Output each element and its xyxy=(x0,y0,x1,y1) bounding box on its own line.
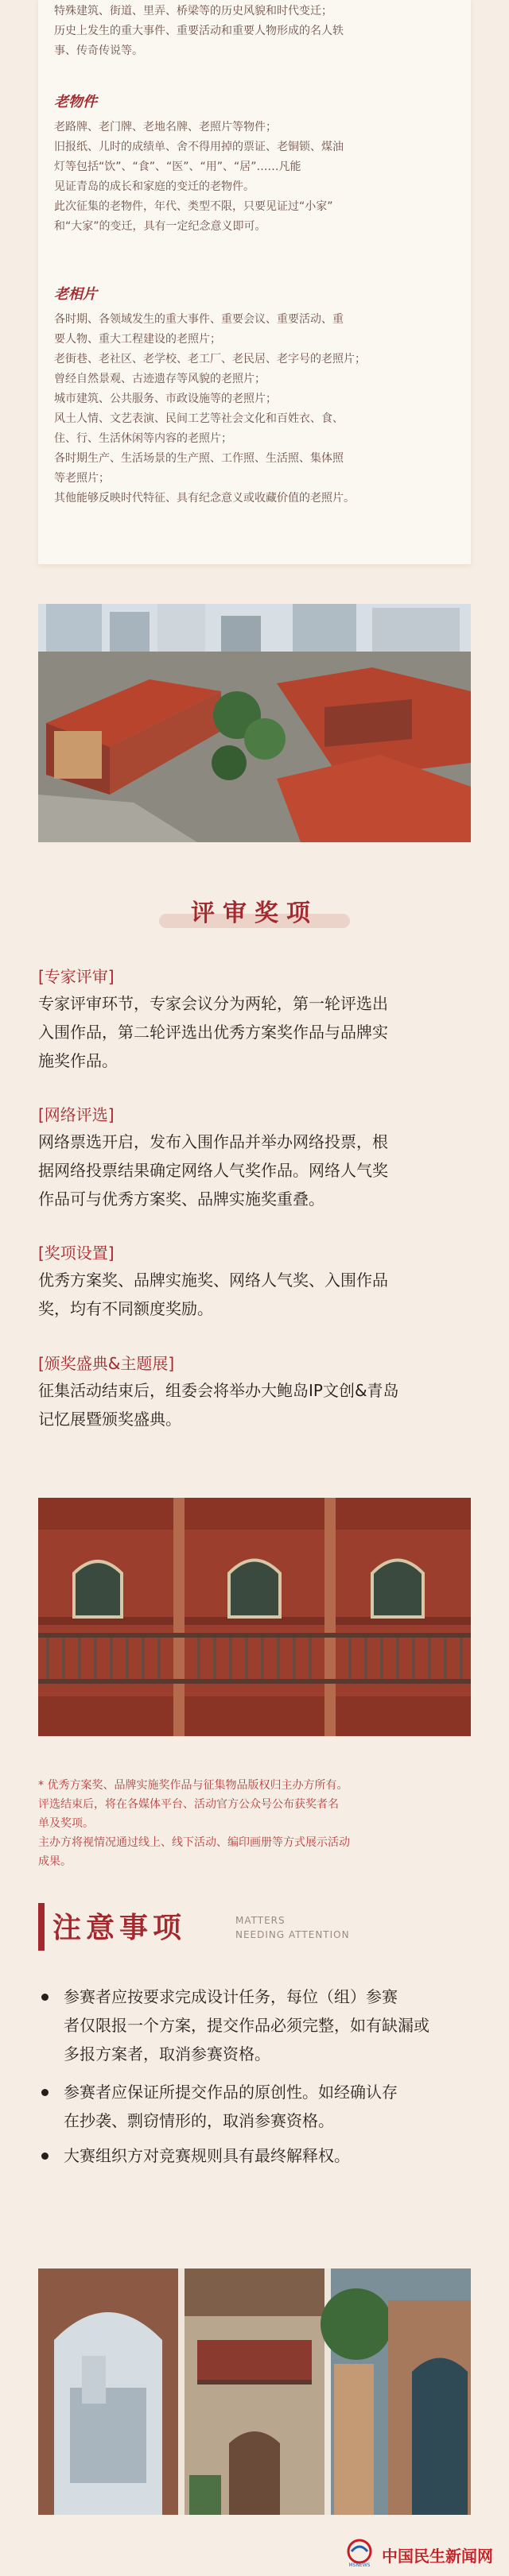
section-body-ceremony xyxy=(38,1376,476,1433)
notice-item-line: 者仅限报一个方案，提交作品必须完整，如有缺漏或 xyxy=(64,2016,429,2035)
notice-item-line: 大赛组织方对竞赛规则具有最终解释权。 xyxy=(64,2146,350,2165)
notice-item-line: 多报方案者，取消参赛资格。 xyxy=(64,2044,270,2064)
bullet-dot-icon xyxy=(41,2089,49,2096)
section-heading-expert: [专家评审] xyxy=(38,967,115,986)
section-body-line: 奖，均有不同额度奖励。 xyxy=(38,1299,213,1318)
old-photos-line: 要人物、重大工程建设的老照片； xyxy=(54,333,221,346)
footnote-line: * 优秀方案奖、品牌实施奖作品与征集物品版权归主办方所有。 xyxy=(38,1779,348,1792)
info-card xyxy=(38,0,471,564)
intro-line: 历史上发生的重大事件、重要活动和重要人物形成的名人轶 xyxy=(54,25,344,37)
section-heading-settings: [奖项设置] xyxy=(38,1244,115,1263)
notice-item xyxy=(41,1982,487,2068)
notice-subtitle-line: MATTERS xyxy=(235,1915,286,1926)
old-items-line: 此次征集的老物件，年代、类型不限，只要见证过“小家” xyxy=(54,200,333,213)
section-body-online xyxy=(38,1127,476,1213)
awards-title: 评审奖项 xyxy=(191,899,318,927)
notice-item xyxy=(41,2141,487,2170)
old-photos-line: 住、行、生活休闲等内容的老照片； xyxy=(54,432,232,445)
old-photos-line: 曾经自然景观、古迹遗存等风貌的老照片； xyxy=(54,373,266,385)
notice-item-line: 参赛者应按要求完成设计任务，每位（组）参赛 xyxy=(64,1987,398,2006)
old-photos-line: 各时期、各领域发生的重大事件、重要会议、重要活动、重 xyxy=(54,313,344,326)
section-body-settings xyxy=(38,1266,476,1323)
intro-line: 特殊建筑、街道、里弄、桥梁等的历史风貌和时代变迁； xyxy=(54,5,332,17)
notice-item-line: 参赛者应保证所提交作品的原创性。如经确认存 xyxy=(64,2083,398,2102)
section-body-line: 据网络投票结果确定网络人气奖作品。网络人气奖 xyxy=(38,1161,388,1180)
notice-accent-bar xyxy=(38,1903,45,1951)
footnote-line: 评选结束后，将在各媒体平台、活动官方公众号公布获奖者名 xyxy=(38,1798,339,1811)
notice-item-line: 在抄袭、剽窃情形的，取消参赛资格。 xyxy=(64,2111,334,2130)
aerial-photo xyxy=(38,604,471,842)
footnote-line: 主办方将视情况通过线上、线下活动、编印画册等方式展示活动 xyxy=(38,1836,350,1849)
old-photos-line: 各时期生产、生活场景的生产照、工作照、生活照、集体照 xyxy=(54,452,344,465)
section-body-line: 作品可与优秀方案奖、品牌实施奖重叠。 xyxy=(38,1189,324,1209)
notice-subtitle-line: NEEDING ATTENTION xyxy=(235,1929,350,1940)
section-heading-online: [网络评选] xyxy=(38,1105,115,1124)
old-items-heading: 老物件 xyxy=(54,94,97,110)
balcony-photo xyxy=(38,1498,471,1736)
old-photos-line: 风土人情、文艺表演、民间工艺等社会文化和百姓衣、食、 xyxy=(54,412,344,425)
old-photos-line: 等老照片； xyxy=(54,472,110,485)
awards-title-block xyxy=(0,890,509,938)
notice-title: 注意事项 xyxy=(52,1911,187,1944)
section-body-line: 征集活动结束后，组委会将举办大鲍岛IP文创&青岛 xyxy=(38,1381,399,1400)
section-body-line: 记忆展暨颁奖盛典。 xyxy=(38,1410,181,1429)
old-photos-line: 老街巷、老社区、老学校、老工厂、老民居、老字号的老照片； xyxy=(54,353,366,366)
footnote xyxy=(38,1776,350,1871)
footnote-line: 单及奖项。 xyxy=(38,1817,94,1830)
old-items-line: 见证青岛的成长和家庭的变迁的老物件。 xyxy=(54,180,254,193)
section-body-line: 网络票选开启，发布入围作品并举办网络投票，根 xyxy=(38,1132,388,1151)
section-body-line: 专家评审环节，专家会议分为两轮，第一轮评选出 xyxy=(38,994,388,1013)
watermark xyxy=(344,2539,493,2570)
msnews-logo-icon xyxy=(344,2539,375,2570)
footnote-line: 成果。 xyxy=(38,1855,72,1868)
old-photos-heading: 老相片 xyxy=(54,286,97,303)
old-items-line: 灯等包括“饮”、“食”、“医”、“用”、“居”……凡能 xyxy=(54,161,301,173)
notice-item xyxy=(41,2078,487,2135)
bullet-dot-icon xyxy=(41,2152,49,2160)
bullet-dot-icon xyxy=(41,1994,49,2001)
old-photos-line: 其他能够反映时代特征、具有纪念意义或收藏价值的老照片。 xyxy=(54,492,355,505)
notice-subtitle xyxy=(235,1913,350,1942)
watermark-text: 中国民生新闻网 xyxy=(382,2546,493,2566)
section-body-expert xyxy=(38,989,476,1075)
section-body-line: 入围作品，第二轮评选出优秀方案奖作品与品牌实 xyxy=(38,1023,388,1042)
old-items-line: 旧报纸、儿时的成绩单、舍不得用掉的票证、老铜锁、煤油 xyxy=(54,141,344,153)
old-items-line: 老路牌、老门牌、老地名牌、老照片等物件； xyxy=(54,121,277,133)
bottom-photo-strip xyxy=(38,2269,471,2515)
old-photos-line: 城市建筑、公共服务、市政设施等的老照片； xyxy=(54,393,277,405)
intro-line: 事、传奇传说等。 xyxy=(54,44,143,57)
old-items-line: 和“大家”的变迁，具有一定纪念意义即可。 xyxy=(54,220,266,233)
section-heading-ceremony: [颁奖盛典&主题展] xyxy=(38,1354,175,1373)
section-body-line: 优秀方案奖、品牌实施奖、网络人气奖、入围作品 xyxy=(38,1271,388,1290)
section-body-line: 施奖作品。 xyxy=(38,1051,118,1070)
watermark-sub: MSNEWS xyxy=(348,2562,371,2568)
